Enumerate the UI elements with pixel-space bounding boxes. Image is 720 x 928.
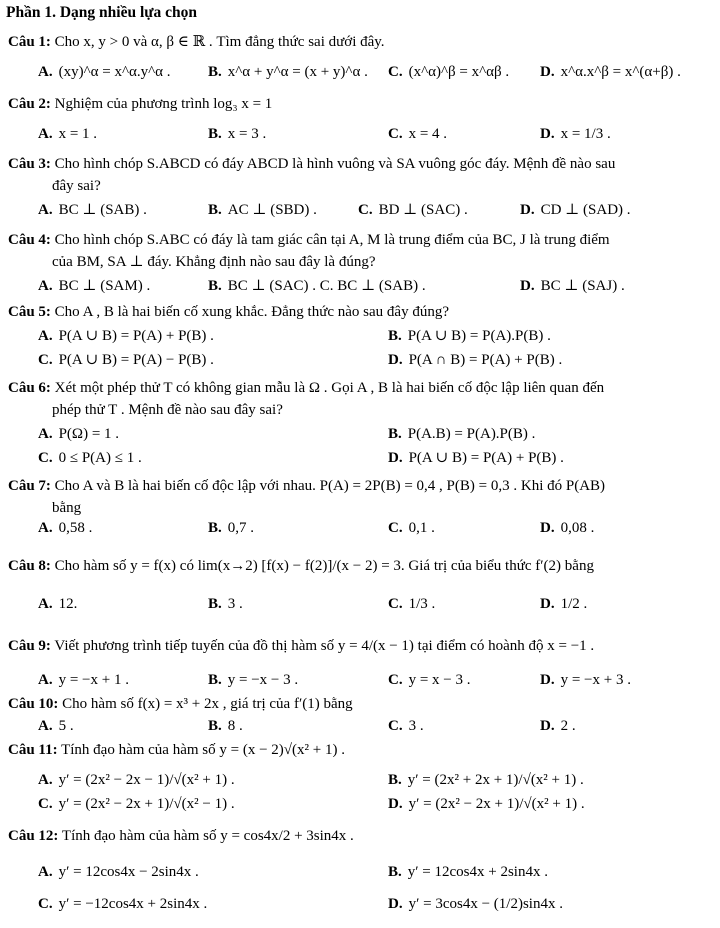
option-a[interactable]: A. BC ⊥ (SAB) . xyxy=(38,202,147,218)
option-letter: A. xyxy=(38,772,53,788)
option-letter: D. xyxy=(520,278,535,294)
question-stem: Xét một phép thử T có không gian mẫu là Ω . Gọi A , B là hai biến cố độc lập liên quan đến xyxy=(54,380,605,396)
option-letter: D. xyxy=(540,126,555,142)
option-letter: A. xyxy=(38,426,53,442)
question-2 xyxy=(8,94,272,114)
question-3 xyxy=(8,154,615,174)
option-c[interactable]: C. y′ = (2x² − 2x + 1)/√(x² − 1) . xyxy=(38,796,235,812)
option-b[interactable]: B. y′ = 12cos4x + 2sin4x . xyxy=(388,864,548,880)
question-stem-cont: phép thử T . Mệnh đề nào sau đây sai? xyxy=(52,402,283,418)
option-a[interactable]: A. (xy)^α = x^α.y^α . xyxy=(38,64,171,80)
option-letter: B. xyxy=(208,718,222,734)
option-letter: C. xyxy=(388,718,403,734)
question-stem: Cho hình chóp S.ABC có đáy là tam giác cân tại A, M là trung điểm của BC, J là trung điểm xyxy=(54,232,610,248)
option-d[interactable]: D. P(A ∪ B) = P(A) + P(B) . xyxy=(388,450,564,466)
option-letter: B. xyxy=(208,596,222,612)
option-c[interactable]: C. 0 ≤ P(A) ≤ 1 . xyxy=(38,450,142,466)
option-a[interactable]: A. P(Ω) = 1 . xyxy=(38,426,120,442)
question-4 xyxy=(8,230,610,250)
option-letter: B. xyxy=(388,864,402,880)
option-letter: D. xyxy=(520,202,535,218)
option-letter: C. xyxy=(388,596,403,612)
option-b[interactable]: B. x^α + y^α = (x + y)^α . xyxy=(208,64,368,80)
option-a[interactable]: A. y = −x + 1 . xyxy=(38,672,129,688)
option-letter: D. xyxy=(540,596,555,612)
question-number: Câu 6: xyxy=(8,380,51,396)
question-10 xyxy=(8,694,353,714)
option-letter: A. xyxy=(38,278,53,294)
option-letter: B. xyxy=(208,278,222,294)
option-letter: D. xyxy=(540,64,555,80)
question-stem: Cho hàm số y = f(x) có lim(x→2) [f(x) − f(2)]/(x − 2) = 3. Giá trị của biểu thức f′(2) bằng xyxy=(54,558,594,574)
option-d[interactable]: D. 2 . xyxy=(540,718,576,734)
option-d[interactable]: D. y′ = 3cos4x − (1/2)sin4x . xyxy=(388,896,563,912)
option-c[interactable]: C. (x^α)^β = x^αβ . xyxy=(388,64,510,80)
option-letter: B. xyxy=(208,520,222,536)
option-letter: B. xyxy=(208,672,222,688)
option-letter: C. xyxy=(358,202,373,218)
option-d[interactable]: D. 1/2 . xyxy=(540,596,588,612)
option-c[interactable]: C. P(A ∪ B) = P(A) − P(B) . xyxy=(38,352,214,368)
option-letter: C. xyxy=(38,450,53,466)
option-a[interactable]: A. y′ = 12cos4x − 2sin4x . xyxy=(38,864,199,880)
option-letter: D. xyxy=(540,520,555,536)
question-9 xyxy=(8,636,594,656)
question-stem: Cho hàm số f(x) = x³ + 2x , giá trị của f′(1) bằng xyxy=(62,696,353,712)
option-b[interactable]: B. P(A ∪ B) = P(A).P(B) . xyxy=(388,328,551,344)
option-letter: C. xyxy=(388,520,403,536)
question-number: Câu 9: xyxy=(8,638,51,654)
option-letter: A. xyxy=(38,596,53,612)
question-stem: Nghiệm của phương trình log₃ x = 1 xyxy=(54,96,273,112)
option-d[interactable]: D. y = −x + 3 . xyxy=(540,672,631,688)
option-letter: C. xyxy=(388,672,403,688)
option-a[interactable]: A. x = 1 . xyxy=(38,126,98,142)
option-c[interactable]: C. x = 4 . xyxy=(388,126,448,142)
option-letter: C. xyxy=(38,896,53,912)
option-a[interactable]: A. y′ = (2x² − 2x − 1)/√(x² + 1) . xyxy=(38,772,235,788)
option-c[interactable]: C. 3 . xyxy=(388,718,424,734)
question-7 xyxy=(8,476,605,496)
section-title: Phần 1. Dạng nhiều lựa chọn xyxy=(6,4,198,21)
option-b[interactable]: B. AC ⊥ (SBD) . xyxy=(208,202,317,218)
option-c[interactable]: C. 0,1 . xyxy=(388,520,435,536)
option-b[interactable]: B. y = −x − 3 . xyxy=(208,672,299,688)
option-b[interactable]: B. 3 . xyxy=(208,596,243,612)
option-letter: B. xyxy=(388,772,402,788)
option-letter: D. xyxy=(540,718,555,734)
question-stem: Cho x, y > 0 và α, β ∈ ℝ . Tìm đẳng thức sai dưới đây. xyxy=(54,34,385,50)
option-letter: A. xyxy=(38,718,53,734)
question-number: Câu 11: xyxy=(8,742,58,758)
option-letter: D. xyxy=(540,672,555,688)
option-letter: A. xyxy=(38,202,53,218)
option-d[interactable]: D. CD ⊥ (SAD) . xyxy=(520,202,631,218)
question-11 xyxy=(8,740,345,760)
question-stem: Viết phương trình tiếp tuyến của đồ thị hàm số y = 4/(x − 1) tại điểm có hoành độ x = −1 . xyxy=(54,638,595,654)
question-5 xyxy=(8,302,449,322)
option-b[interactable]: B. 0,7 . xyxy=(208,520,255,536)
option-a[interactable]: A. BC ⊥ (SAM) . xyxy=(38,278,151,294)
option-letter: C. xyxy=(388,64,403,80)
option-letter: A. xyxy=(38,126,53,142)
question-number: Câu 1: xyxy=(8,34,51,50)
option-letter: C. xyxy=(38,352,53,368)
option-letter: D. xyxy=(388,352,403,368)
option-letter: C. xyxy=(388,126,403,142)
question-stem: Cho A và B là hai biến cố độc lập với nhau. P(A) = 2P(B) = 0,4 , P(B) = 0,3 . Khi đó P(AB) xyxy=(54,478,606,494)
question-stem-cont: đây sai? xyxy=(52,178,101,194)
option-a[interactable]: A. 12. xyxy=(38,596,78,612)
question-6 xyxy=(8,378,604,398)
option-letter: D. xyxy=(388,896,403,912)
question-stem-cont: của BM, SA ⊥ đáy. Khẳng định nào sau đây là đúng? xyxy=(52,254,376,270)
option-letter: B. xyxy=(208,126,222,142)
option-a[interactable]: A. 5 . xyxy=(38,718,74,734)
question-8 xyxy=(8,556,594,576)
option-c[interactable]: C. y = x − 3 . xyxy=(388,672,471,688)
option-letter: A. xyxy=(38,520,53,536)
option-letter: D. xyxy=(388,450,403,466)
option-letter: A. xyxy=(38,672,53,688)
question-number: Câu 8: xyxy=(8,558,51,574)
option-letter: B. xyxy=(388,328,402,344)
question-1 xyxy=(8,32,385,52)
option-d[interactable]: D. P(A ∩ B) = P(A) + P(B) . xyxy=(388,352,563,368)
question-number: Câu 3: xyxy=(8,156,51,172)
question-stem: Cho A , B là hai biến cố xung khắc. Đẳng thức nào sau đây đúng? xyxy=(54,304,449,320)
question-number: Câu 10: xyxy=(8,696,59,712)
option-c[interactable]: C. BD ⊥ (SAC) . xyxy=(358,202,468,218)
option-d[interactable]: D. 0,08 . xyxy=(540,520,595,536)
option-letter: B. xyxy=(208,202,222,218)
question-number: Câu 12: xyxy=(8,828,59,844)
question-number: Câu 5: xyxy=(8,304,51,320)
option-d[interactable]: D. x^α.x^β = x^(α+β) . xyxy=(540,64,681,80)
option-b[interactable]: B. y′ = (2x² + 2x + 1)/√(x² + 1) . xyxy=(388,772,584,788)
question-stem-cont: bằng xyxy=(52,500,82,516)
question-stem: Tính đạo hàm của hàm số y = (x − 2)√(x² + 1) . xyxy=(61,742,345,758)
option-letter: A. xyxy=(38,328,53,344)
option-letter: B. xyxy=(388,426,402,442)
option-letter: A. xyxy=(38,864,53,880)
option-b[interactable]: B. 8 . xyxy=(208,718,243,734)
option-d[interactable]: D. x = 1/3 . xyxy=(540,126,611,142)
question-number: Câu 4: xyxy=(8,232,51,248)
question-12 xyxy=(8,826,354,846)
option-letter: B. xyxy=(208,64,222,80)
option-b[interactable]: B. BC ⊥ (SAC) . C. BC ⊥ (SAB) . xyxy=(208,278,426,294)
option-a[interactable]: A. 0,58 . xyxy=(38,520,93,536)
option-letter: C. xyxy=(38,796,53,812)
option-b[interactable]: B. x = 3 . xyxy=(208,126,267,142)
question-stem: Tính đạo hàm của hàm số y = cos4x/2 + 3sin4x . xyxy=(61,828,354,844)
option-letter: A. xyxy=(38,64,53,80)
question-number: Câu 7: xyxy=(8,478,51,494)
option-b[interactable]: B. P(A.B) = P(A).P(B) . xyxy=(388,426,536,442)
option-c[interactable]: C. y′ = −12cos4x + 2sin4x . xyxy=(38,896,208,912)
option-d[interactable]: D. BC ⊥ (SAJ) . xyxy=(520,278,625,294)
question-number: Câu 2: xyxy=(8,96,51,112)
option-letter: D. xyxy=(388,796,403,812)
question-stem: Cho hình chóp S.ABCD có đáy ABCD là hình vuông và SA vuông góc đáy. Mệnh đề nào sau xyxy=(54,156,616,172)
option-a[interactable]: A. P(A ∪ B) = P(A) + P(B) . xyxy=(38,328,214,344)
option-c[interactable]: C. 1/3 . xyxy=(388,596,436,612)
option-d[interactable]: D. y′ = (2x² − 2x + 1)/√(x² + 1) . xyxy=(388,796,585,812)
